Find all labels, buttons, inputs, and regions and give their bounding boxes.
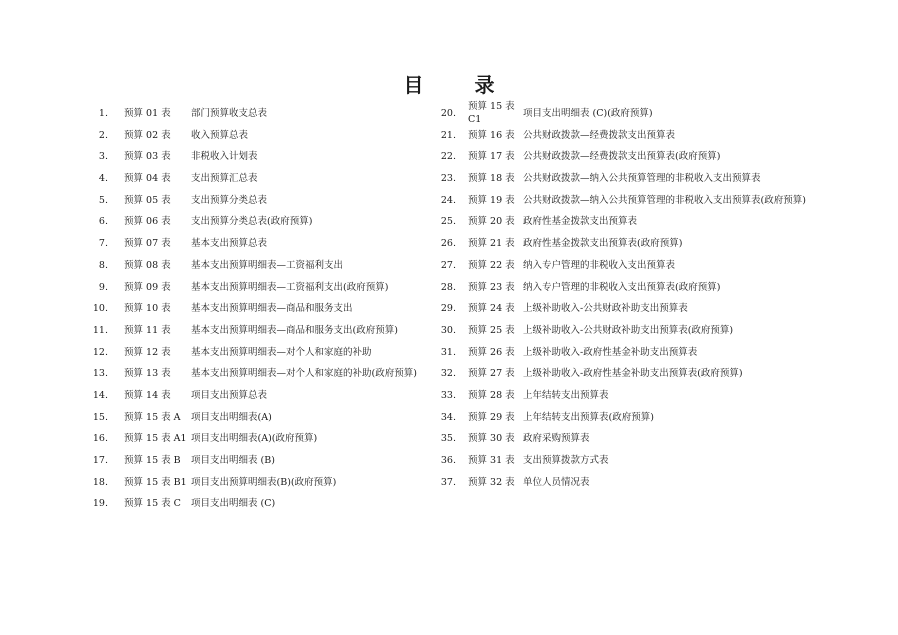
- toc-entry-title: 项目支出预算明细表(B)(政府预算): [191, 476, 337, 488]
- toc-entry-code: 预算 21 表: [468, 238, 515, 250]
- toc-entry-title: 基本支出预算明细表—对个人和家庭的补助(政府预算): [191, 368, 417, 380]
- toc-entry-title: 非税收入计划表: [191, 151, 258, 163]
- toc-entry-code: 预算 25 表: [468, 324, 515, 336]
- toc-entry-title: 政府性基金拨款支出预算表(政府预算): [523, 238, 683, 250]
- toc-entry-title: 收入预算总表: [191, 129, 249, 141]
- toc-entry-number: 16.: [92, 433, 108, 445]
- toc-entry-code: 预算 18 表: [468, 173, 515, 185]
- toc-entry-code: 预算 24 表: [468, 303, 515, 315]
- toc-entry-title: 单位人员情况表: [523, 476, 590, 488]
- toc-entry-code: 预算 12 表: [124, 346, 171, 358]
- toc-entry-number: 4.: [98, 173, 108, 185]
- toc-entry-number: 28.: [440, 281, 456, 293]
- toc-entry-title: 基本支出预算明细表—对个人和家庭的补助: [191, 346, 372, 358]
- toc-entry-number: 11.: [92, 324, 108, 336]
- toc-entry-number: 37.: [440, 476, 456, 488]
- toc-entry-code: 预算 13 表: [124, 368, 171, 380]
- toc-entry-code: 预算 27 表: [468, 368, 515, 380]
- toc-entry-number: 33.: [440, 389, 456, 401]
- toc-entry-code: 预算 15 表 C1: [468, 101, 515, 125]
- toc-entry-number: 31.: [440, 346, 456, 358]
- toc-entry-code: 预算 32 表: [468, 476, 515, 488]
- toc-entry-title: 部门预算收支总表: [191, 108, 268, 119]
- toc-entry-code: 预算 28 表: [468, 389, 515, 401]
- toc-entry-number: 25.: [440, 216, 456, 228]
- toc-entry-code: 预算 01 表: [124, 108, 171, 119]
- toc-entry-code: 预算 09 表: [124, 281, 171, 293]
- toc-entry-number: 5.: [98, 194, 108, 206]
- toc-entry-number: 29.: [440, 303, 456, 315]
- toc-entry-number: 35.: [440, 433, 456, 445]
- toc-entry-code: 预算 14 表: [124, 389, 171, 401]
- toc-entry-title: 公共财政拨款—经费拨款支出预算表: [523, 129, 676, 141]
- toc-entry-code: 预算 22 表: [468, 259, 515, 271]
- toc-entry-code: 预算 15 表 A: [124, 411, 181, 423]
- toc-entry-code: 预算 15 表 B: [124, 455, 181, 466]
- toc-entry-code: 预算 30 表: [468, 433, 515, 445]
- toc-entry-title: 基本支出预算明细表—商品和服务支出: [191, 303, 353, 315]
- toc-entry-title: 上级补助收入-政府性基金补助支出预算表(政府预算): [523, 368, 743, 380]
- toc-entry-code: 预算 05 表: [124, 194, 171, 206]
- toc-entry-title: 政府性基金拨款支出预算表: [523, 216, 638, 228]
- toc-entry-code: 预算 31 表: [468, 455, 515, 466]
- toc-entry-number: 17.: [92, 455, 108, 466]
- toc-entry-title: 项目支出明细表(A)(政府预算): [191, 433, 318, 445]
- toc-entry-code: 预算 16 表: [468, 129, 515, 141]
- toc-entry-title: 公共财政拨款—经费拨款支出预算表(政府预算): [523, 151, 721, 163]
- toc-entry-title: 上级补助收入-政府性基金补助支出预算表: [523, 346, 698, 358]
- toc-entry-title: 基本支出预算明细表—工资福利支出(政府预算): [191, 281, 389, 293]
- toc-entry-code: 预算 29 表: [468, 411, 515, 423]
- toc-entry-code: 预算 02 表: [124, 129, 171, 141]
- toc-entry-number: 6.: [98, 216, 108, 228]
- toc-entry-title: 公共财政拨款—纳入公共预算管理的非税收入支出预算表(政府预算): [523, 194, 806, 206]
- toc-entry-code: 预算 17 表: [468, 151, 515, 163]
- toc-entry-number: 32.: [440, 368, 456, 380]
- toc-entry-code: 预算 11 表: [124, 324, 171, 336]
- toc-entry-number: 26.: [440, 238, 456, 250]
- toc-entry-number: 30.: [440, 324, 456, 336]
- toc-entry-code: 预算 08 表: [124, 259, 171, 271]
- toc-entry-number: 19.: [92, 498, 108, 510]
- toc-entry-title: 支出预算分类总表(政府预算): [191, 216, 313, 228]
- toc-entry-title: 纳入专户管理的非税收入支出预算表(政府预算): [523, 281, 721, 293]
- toc-entry-number: 18.: [92, 476, 108, 488]
- toc-entry-number: 27.: [440, 259, 456, 271]
- toc-entry-code: 预算 23 表: [468, 281, 515, 293]
- toc-entry-code: 预算 26 表: [468, 346, 515, 358]
- toc-entry-code: 预算 19 表: [468, 194, 515, 206]
- toc-entry-code: 预算 10 表: [124, 303, 171, 315]
- toc-entry-title: 项目支出明细表 (B): [191, 455, 275, 466]
- toc-entry-number: 2.: [98, 129, 108, 141]
- toc-entry-number: 13.: [92, 368, 108, 380]
- toc-entry-number: 34.: [440, 411, 456, 423]
- toc-entry-number: 20.: [440, 108, 456, 119]
- toc-entry-title: 基本支出预算总表: [191, 238, 268, 250]
- page-title: 目 录: [403, 73, 517, 97]
- toc-entry-number: 36.: [440, 455, 456, 466]
- toc-entry-number: 7.: [98, 238, 108, 250]
- toc-entry-title: 项目支出明细表(A): [191, 411, 272, 423]
- toc-entry-title: 上级补助收入-公共财政补助支出预算表(政府预算): [523, 324, 734, 336]
- toc-entry-number: 15.: [92, 411, 108, 423]
- toc-entry-title: 政府采购预算表: [523, 433, 590, 445]
- toc-entry-number: 21.: [440, 129, 456, 141]
- toc-entry-number: 3.: [98, 151, 108, 163]
- toc-entry-title: 支出预算拨款方式表: [523, 455, 609, 466]
- toc-entry-code: 预算 15 表 A1: [124, 433, 187, 445]
- toc-entry-title: 纳入专户管理的非税收入支出预算表: [523, 259, 676, 271]
- toc-entry-title: 项目支出明细表 (C): [191, 498, 276, 510]
- toc-entry-number: 8.: [98, 259, 108, 271]
- toc-entry-code: 预算 07 表: [124, 238, 171, 250]
- toc-entry-title: 上级补助收入-公共财政补助支出预算表: [523, 303, 688, 315]
- toc-entry-title: 项目支出明细表 (C)(政府预算): [523, 108, 653, 119]
- toc-entry-title: 支出预算汇总表: [191, 173, 258, 185]
- toc-entry-number: 9.: [98, 281, 108, 293]
- toc-entry-code: 预算 04 表: [124, 173, 171, 185]
- toc-entry-code: 预算 06 表: [124, 216, 171, 228]
- toc-entry-number: 1.: [98, 108, 108, 119]
- toc-entry-code: 预算 20 表: [468, 216, 515, 228]
- toc-entry-number: 22.: [440, 151, 456, 163]
- toc-entry-code: 预算 15 表 B1: [124, 476, 187, 488]
- toc-entry-code: 预算 15 表 C: [124, 498, 181, 510]
- toc-entry-number: 23.: [440, 173, 456, 185]
- toc-entry-title: 上年结转支出预算表: [523, 389, 609, 401]
- toc-entry-number: 24.: [440, 194, 456, 206]
- toc-entry-title: 基本支出预算明细表—商品和服务支出(政府预算): [191, 324, 398, 336]
- toc-entry-code: 预算 03 表: [124, 151, 171, 163]
- toc-entry-number: 10.: [92, 303, 108, 315]
- toc-entry-number: 14.: [92, 389, 108, 401]
- toc-entry-title: 公共财政拨款—纳入公共预算管理的非税收入支出预算表: [523, 173, 761, 185]
- toc-entry-title: 项目支出预算总表: [191, 389, 268, 401]
- toc-entry-title: 上年结转支出预算表(政府预算): [523, 411, 654, 423]
- toc-entry-title: 支出预算分类总表: [191, 194, 268, 206]
- toc-entry-number: 12.: [92, 346, 108, 358]
- toc-entry-title: 基本支出预算明细表—工资福利支出: [191, 259, 344, 271]
